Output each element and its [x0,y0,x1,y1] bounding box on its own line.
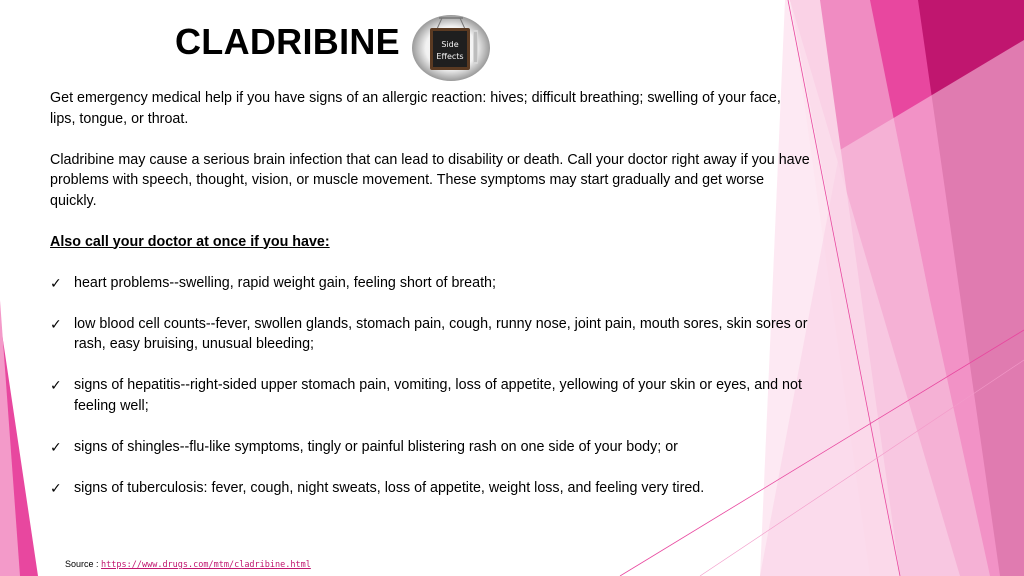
checkmark-icon: ✓ [50,274,62,291]
side-effects-badge [411,14,491,82]
list-heading: Also call your doctor at once if you have: [50,233,330,250]
list-item-text: low blood cell counts--fever, swollen glands, stomach pain, cough, runny nose, joint pain, mouth sores, skin sores or rash, easy bruising, unusual bleeding; [74,315,808,352]
source-link[interactable]: https://www.drugs.com/mtm/cladribine.html [101,560,311,570]
source-label: Source : [65,559,102,569]
symptom-list [50,273,810,499]
checkmark-icon: ✓ [50,438,62,455]
list-item-text: heart problems--swelling, rapid weight gain, feeling short of breath; [74,274,496,291]
list-item [50,273,810,294]
badge-line-1: Side [441,40,459,49]
list-item-text: signs of tuberculosis: fever, cough, night sweats, loss of appetite, weight loss, and feeling very tired. [74,479,705,496]
source-citation [65,558,311,571]
list-item [50,478,810,499]
list-item [50,437,810,458]
paragraph-allergic-reaction: Get emergency medical help if you have signs of an allergic reaction: hives; difficult breathing; swelling of your face, lips, tongue, or throat. [50,90,781,127]
list-item [50,375,810,416]
checkmark-icon: ✓ [50,377,62,393]
list-item [50,314,810,355]
checkmark-icon: ✓ [50,479,62,496]
slide-body [50,88,810,519]
checkmark-icon: ✓ [50,315,62,332]
badge-line-2: Effects [436,52,464,61]
list-item-text: signs of hepatitis--right-sided upper stomach pain, vomiting, loss of appetite, yellowing of your skin or eyes, and not feeling well; [74,377,802,414]
slide-title: CLADRIBINE [175,21,400,62]
side-effects-chalkboard-icon [411,14,491,82]
paragraph-brain-infection: Cladribine may cause a serious brain infection that can lead to disability or death. Call your doctor right away if you have problems with speech, thought, vision, or muscle movement. These symptoms may start gradually and get worse quickly. [50,151,810,209]
list-item-text: signs of shingles--flu-like symptoms, tingly or painful blistering rash on one side of your body; or [74,438,678,455]
